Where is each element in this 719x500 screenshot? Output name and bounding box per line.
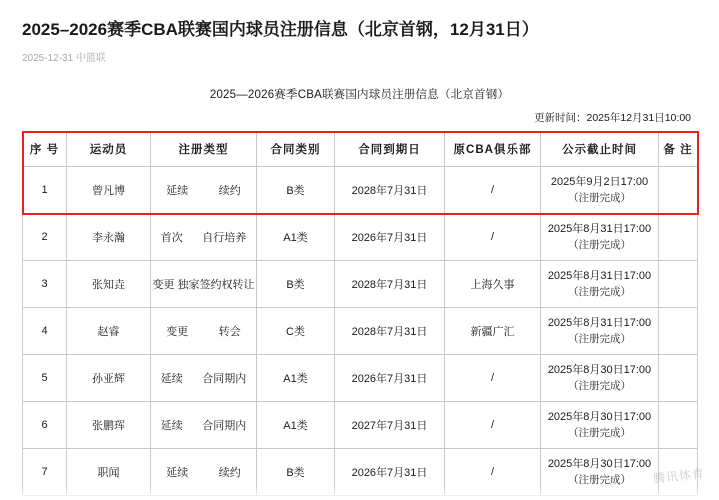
column-header-expire-date: 合同到期日: [335, 132, 445, 167]
cell-reg-type-sub: 合同期内: [202, 420, 247, 432]
column-header-contract-class: 合同类别: [257, 132, 335, 167]
cell-contract-class: A1类: [257, 214, 335, 261]
table-row: [23, 261, 698, 308]
cell-note: [659, 167, 698, 214]
cell-expire-date: 2028年7月31日: [335, 261, 445, 308]
cell-reg-type: [151, 355, 257, 402]
cell-contract-class: B类: [257, 261, 335, 308]
bottom-fade: [0, 486, 719, 500]
table-row: [23, 308, 698, 355]
cell-deadline-status: （注册完成）: [568, 474, 631, 486]
table-row: [23, 214, 698, 261]
cell-reg-type: [151, 402, 257, 449]
cell-deadline: [541, 402, 659, 449]
column-header-deadline: 公示截止时间: [541, 132, 659, 167]
article-meta: 2025-12-31 中篮联: [22, 53, 106, 64]
cell-deadline-date: 2025年8月31日17:00: [547, 223, 652, 235]
cell-note: [659, 261, 698, 308]
cell-note: [659, 355, 698, 402]
cell-deadline-date: 2025年8月30日17:00: [547, 458, 652, 470]
cell-index: 6: [23, 402, 67, 449]
table-row: [23, 167, 698, 214]
table-caption: 2025—2026赛季CBA联赛国内球员注册信息（北京首钢）: [209, 89, 510, 101]
cell-former-club: 上海久事: [445, 261, 541, 308]
cell-contract-class: A1类: [257, 402, 335, 449]
cell-reg-type-main: 延续: [160, 373, 183, 385]
cell-reg-type-main: 首次: [160, 232, 183, 244]
cell-contract-class: A1类: [257, 355, 335, 402]
table-update-time: 更新时间：2025年12月31日10:00: [534, 112, 691, 124]
registration-table: [22, 131, 698, 496]
cell-former-club: /: [445, 355, 541, 402]
cell-contract-class: B类: [257, 167, 335, 214]
cell-expire-date: 2026年7月31日: [335, 214, 445, 261]
cell-reg-type-main: 延续: [166, 467, 189, 479]
cell-reg-type-sub: 自行培养: [202, 232, 247, 244]
cell-expire-date: 2027年7月31日: [335, 402, 445, 449]
cell-reg-type: [151, 308, 257, 355]
table-row: [23, 355, 698, 402]
cell-contract-class: C类: [257, 308, 335, 355]
column-header-player: 运动员: [67, 132, 151, 167]
cell-index: 5: [23, 355, 67, 402]
cell-index: 4: [23, 308, 67, 355]
cell-reg-type-main: 变更: [166, 326, 189, 338]
cell-deadline-date: 2025年8月30日17:00: [547, 364, 652, 376]
cell-reg-type-sub: 续约: [218, 185, 241, 197]
column-header-reg-type: 注册类型: [151, 132, 257, 167]
table-header-row: [23, 132, 698, 167]
cell-deadline: [541, 308, 659, 355]
cell-player: 李永瀚: [67, 214, 151, 261]
cell-former-club: /: [445, 214, 541, 261]
cell-expire-date: 2028年7月31日: [335, 167, 445, 214]
cell-deadline-date: 2025年8月31日17:00: [547, 270, 652, 282]
column-header-index: 序 号: [23, 132, 67, 167]
cell-deadline: [541, 261, 659, 308]
column-header-former-club: 原CBA俱乐部: [445, 132, 541, 167]
cell-player: 职闻: [67, 449, 151, 496]
cell-deadline-date: 2025年8月30日17:00: [547, 411, 652, 423]
cell-former-club: /: [445, 402, 541, 449]
cell-reg-type: [151, 261, 257, 308]
cell-deadline-status: （注册完成）: [568, 427, 631, 439]
cell-deadline-status: （注册完成）: [568, 239, 631, 251]
cell-deadline-status: （注册完成）: [568, 192, 631, 204]
cell-note: [659, 214, 698, 261]
cell-note: [659, 402, 698, 449]
cell-former-club: 新疆广汇: [445, 308, 541, 355]
cell-player: 孙亚辉: [67, 355, 151, 402]
cell-reg-type-main: 延续: [160, 420, 183, 432]
cell-deadline: [541, 214, 659, 261]
watermark: 腾讯体育: [652, 466, 706, 486]
table-body: [23, 167, 698, 496]
cell-reg-type: [151, 167, 257, 214]
cell-index: 3: [23, 261, 67, 308]
column-header-note: 备 注: [659, 132, 698, 167]
cell-reg-type-sub: 转会: [218, 326, 241, 338]
cell-player: 赵睿: [67, 308, 151, 355]
cell-index: 7: [23, 449, 67, 496]
cell-expire-date: 2026年7月31日: [335, 355, 445, 402]
cell-former-club: /: [445, 167, 541, 214]
table-row: [23, 402, 698, 449]
cell-player: 张知垚: [67, 261, 151, 308]
cell-deadline-status: （注册完成）: [568, 286, 631, 298]
cell-index: 2: [23, 214, 67, 261]
cell-reg-type-main: 变更: [152, 279, 175, 291]
cell-reg-type: [151, 214, 257, 261]
cell-expire-date: 2026年7月31日: [335, 449, 445, 496]
cell-player: 曾凡博: [67, 167, 151, 214]
cell-index: 1: [23, 167, 67, 214]
page-title: 2025–2026赛季CBA联赛国内球员注册信息（北京首钢，12月31日）: [22, 20, 539, 39]
cell-deadline-date: 2025年9月2日17:00: [550, 176, 649, 188]
cell-former-club: /: [445, 449, 541, 496]
cell-deadline-date: 2025年8月31日17:00: [547, 317, 652, 329]
registration-table-wrapper: [22, 80, 697, 496]
cell-reg-type-main: 延续: [166, 185, 189, 197]
cell-deadline-status: （注册完成）: [568, 333, 631, 345]
cell-reg-type-sub: 合同期内: [202, 373, 247, 385]
cell-reg-type-sub: 续约: [218, 467, 241, 479]
cell-reg-type-sub: 独家签约权转让: [177, 279, 255, 291]
cell-deadline: [541, 355, 659, 402]
cell-expire-date: 2028年7月31日: [335, 308, 445, 355]
cell-note: [659, 308, 698, 355]
cell-deadline: [541, 167, 659, 214]
cell-deadline-status: （注册完成）: [568, 380, 631, 392]
cell-contract-class: B类: [257, 449, 335, 496]
cell-player: 张鹏珲: [67, 402, 151, 449]
